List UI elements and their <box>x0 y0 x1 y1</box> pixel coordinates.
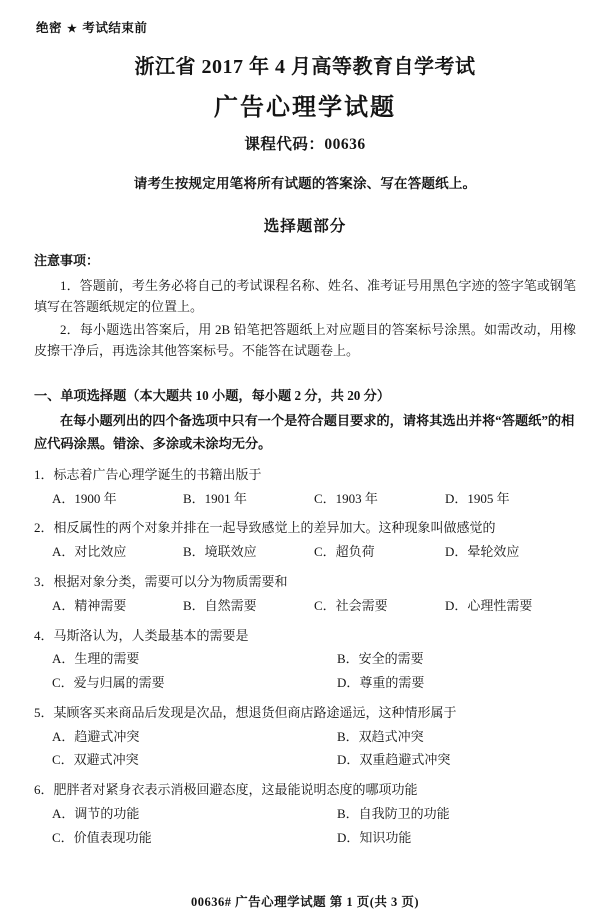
secret-suffix-label: 考试结束前 <box>82 21 148 35</box>
attention-item: 2．每小题选出答案后，用 2B 铅笔把答题纸上对应题目的答案标号涂黑。如需改动，用橡皮擦干净后，再选涂其他答案标号。不能答在试题卷上。 <box>34 322 576 359</box>
question-options <box>34 649 576 670</box>
option-c[interactable]: C．社会需要 <box>314 597 388 613</box>
page-subtitle: 广告心理学试题 <box>214 95 396 121</box>
option-b[interactable]: B．安全的需要 <box>337 651 424 667</box>
exam-notice: 请考生按规定用笔将所有试题的答案涂、写在答题纸上。 <box>133 176 477 191</box>
question-options <box>34 489 576 510</box>
section-title: 选择题部分 <box>263 218 347 235</box>
page-footer: 00636# 广告心理学试题 第 1 页(共 3 页) <box>190 895 420 909</box>
option-b[interactable]: B．自我防卫的功能 <box>337 806 450 822</box>
option-c[interactable]: C．爱与归属的需要 <box>52 675 165 691</box>
option-d[interactable]: D．尊重的需要 <box>337 675 425 691</box>
option-b[interactable]: B．自然需要 <box>183 597 257 613</box>
question-options <box>34 828 576 849</box>
attention-heading: 注意事项： <box>34 253 100 268</box>
question-stem: 1．标志着广告心理学诞生的书籍出版于 <box>34 466 262 482</box>
option-a[interactable]: A．调节的功能 <box>52 806 140 822</box>
option-c[interactable]: C．1903 年 <box>314 490 378 506</box>
question-stem: 3．根据对象分类，需要可以分为物质需要和 <box>34 573 288 589</box>
option-d[interactable]: D．晕轮效应 <box>445 544 520 560</box>
option-c[interactable]: C．双避式冲突 <box>52 752 139 768</box>
question-stem: 5．某顾客买来商品后发现是次品，想退货但商店路途遥远，这种情形属于 <box>34 704 457 720</box>
option-d[interactable]: D．知识功能 <box>337 829 412 845</box>
option-b[interactable]: B．1901 年 <box>183 490 247 506</box>
secret-label: 绝密 <box>36 21 63 35</box>
question-options <box>34 727 576 748</box>
part-one-description: 在每小题列出的四个备选项中只有一个是符合题目要求的，请将其选出并将“答题纸”的相应代码涂黑。错涂、多涂或未涂均无分。 <box>34 413 575 452</box>
question-options <box>34 673 576 694</box>
secret-header <box>36 18 576 36</box>
question-stem: 4．马斯洛认为，人类最基本的需要是 <box>34 627 249 643</box>
option-a[interactable]: A．对比效应 <box>52 544 127 560</box>
attention-item: 1．答题前，考生务必将自己的考试课程名称、姓名、准考证号用黑色字迹的签字笔或钢笔填写在答题纸规定的位置上。 <box>34 278 576 315</box>
question-stem: 6．肥胖者对紧身衣表示消极回避态度，这最能说明态度的哪项功能 <box>34 782 418 798</box>
option-b[interactable]: B．境联效应 <box>183 544 257 560</box>
option-c[interactable]: C．价值表现功能 <box>52 829 152 845</box>
course-code: 课程代码：00636 <box>244 136 366 153</box>
option-d[interactable]: D．心理性需要 <box>445 597 533 613</box>
question-options <box>34 596 576 617</box>
question-stem: 2．相反属性的两个对象并排在一起导致感觉上的差异加大。这种现象叫做感觉的 <box>34 520 496 536</box>
star-icon: ★ <box>67 23 78 35</box>
option-a[interactable]: A．趋避式冲突 <box>52 728 140 744</box>
question-options <box>34 750 576 771</box>
option-a[interactable]: A．精神需要 <box>52 597 127 613</box>
question-options <box>34 804 576 825</box>
option-c[interactable]: C．超负荷 <box>314 544 375 560</box>
option-d[interactable]: D．双重趋避式冲突 <box>337 752 451 768</box>
part-one-heading: 一、单项选择题（本大题共 10 小题，每小题 2 分，共 20 分） <box>34 388 391 404</box>
page-title: 浙江省 2017 年 4 月高等教育自学考试 <box>134 56 476 78</box>
option-a[interactable]: A．1900 年 <box>52 490 117 506</box>
question-options <box>34 542 576 563</box>
option-d[interactable]: D．1905 年 <box>445 490 510 506</box>
option-a[interactable]: A．生理的需要 <box>52 651 140 667</box>
option-b[interactable]: B．双趋式冲突 <box>337 728 424 744</box>
